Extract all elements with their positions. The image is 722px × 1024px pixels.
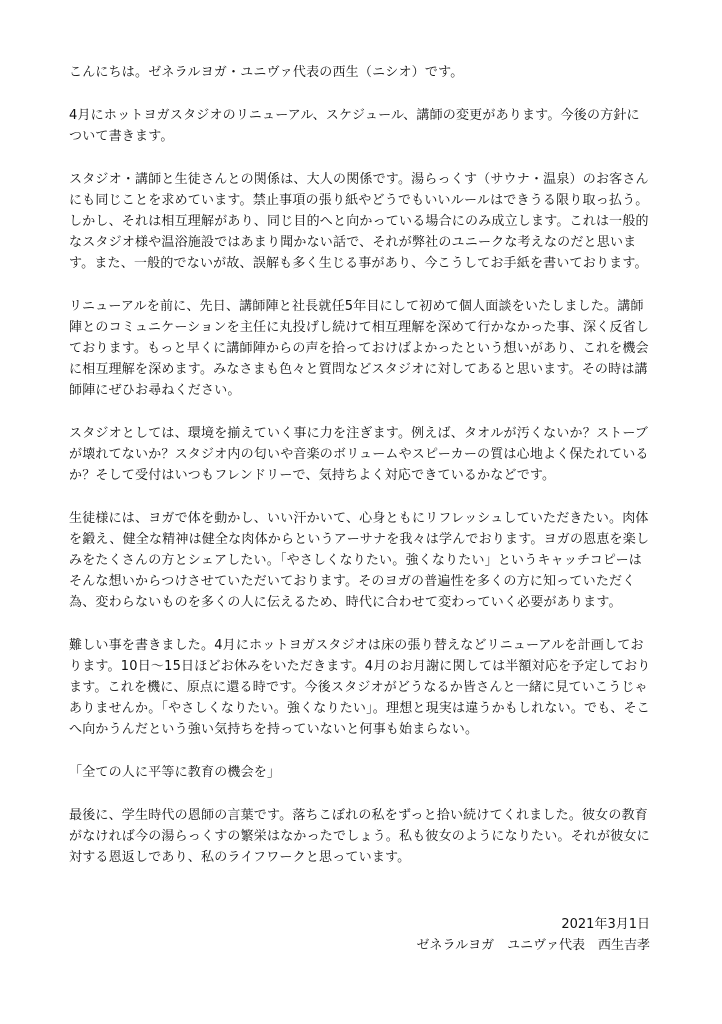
signature-block [417, 914, 650, 956]
relationship-paragraph: スタジオ・講師と生徒さんとの関係は、大人の関係です。湯らっくす（サウナ・温泉）のお客さんにも同じことを求めています。禁止事項の張り紙やどうでもいいルールはできうる限り取っ払う。しかし、それは相互理解があり、同じ目的へと向かっている場合にのみ成立します。これは一般的なスタジオ様や温浴施設ではあまり聞かない話で、それが弊社のユニークな考えなのだと思います。また、一般的でないが故、誤解も多く生じる事があり、今こうしてお手紙を書いております。 [69, 172, 649, 271]
announcement-paragraph: 4月にホットヨガスタジオのリニューアル、スケジュール、講師の変更があります。今後の方針について書きます。 [69, 108, 640, 144]
closure-notice-paragraph: 難しい事を書きました。4月にホットヨガスタジオは床の張り替えなどリニューアルを計画しております。10日〜15日ほどお休みをいただきます。4月のお月謝に関しては半額対応を予定しております。これを機に、原点に還る時です。今後スタジオがどうなるか皆さんと一緒に見ていこうじゃありませんか。「やさしくなりたい。強くなりたい」。理想と現実は違うかもしれない。でも、そこへ向かうんだという強い気持ちを持っていないと何事も始まらない。 [69, 638, 651, 737]
studio-environment-paragraph: スタジオとしては、環境を揃えていく事に力を注ぎます。例えば、タオルが汚くないか？ストーブが壊れてないか？スタジオ内の匂いや音楽のボリュームやスピーカーの質は心地よく保たれているか？そして受付はいつもフレンドリーで、気持ちよく対応できているかなどです。 [69, 426, 649, 483]
greeting-paragraph: こんにちは。ゼネラルヨガ・ユニヴァ代表の西生（ニシオ）です。 [69, 65, 464, 80]
signature-line: ゼネラルヨガ ユニヴァ代表 西生吉孝 [416, 938, 650, 953]
closing-paragraph: 最後に、学生時代の恩師の言葉です。落ちこぼれの私をずっと拾い続けてくれました。彼女の教育がなければ今の湯らっくすの繁栄はなかったでしょう。私も彼女のようになりたい。それが彼女に対する恩返しであり、私のライフワークと思っています。 [69, 808, 650, 865]
students-paragraph: 生徒様には、ヨガで体を動かし、いい汗かいて、心身ともにリフレッシュしていただきたい。肉体を鍛え、健全な精神は健全な肉体からというアーサナを我々は学んでおります。ヨガの恩恵を楽しみをたくさんの方とシェアしたい。「やさしくなりたい。強くなりたい」というキャッチコピーはそんな想いからつけさせていただいております。そのヨガの普遍性を多くの方に知っていただく為、変わらないものを多くの人に伝えるため、時代に合わせて変わっていく必要があります。 [69, 511, 650, 610]
letter-date: 2021年3月1日 [561, 917, 650, 932]
renewal-paragraph: リニューアルを前に、先日、講師陣と社長就任5年目にして初めて個人面談をいたしました。講師陣とのコミュニケーションを主任に丸投げし続けて相互理解を深めて行かなかった事、深く反省しております。もっと早くに講師陣からの声を拾っておけばよかったという想いがあり、これを機会に相互理解を深めます。みなさまも色々と質問などスタジオに対してあると思います。その時は講師陣にぜひお尋ねください。 [69, 299, 650, 398]
quote-paragraph: 「全ての人に平等に教育の機会を」 [69, 765, 281, 780]
letter-body [69, 62, 651, 890]
